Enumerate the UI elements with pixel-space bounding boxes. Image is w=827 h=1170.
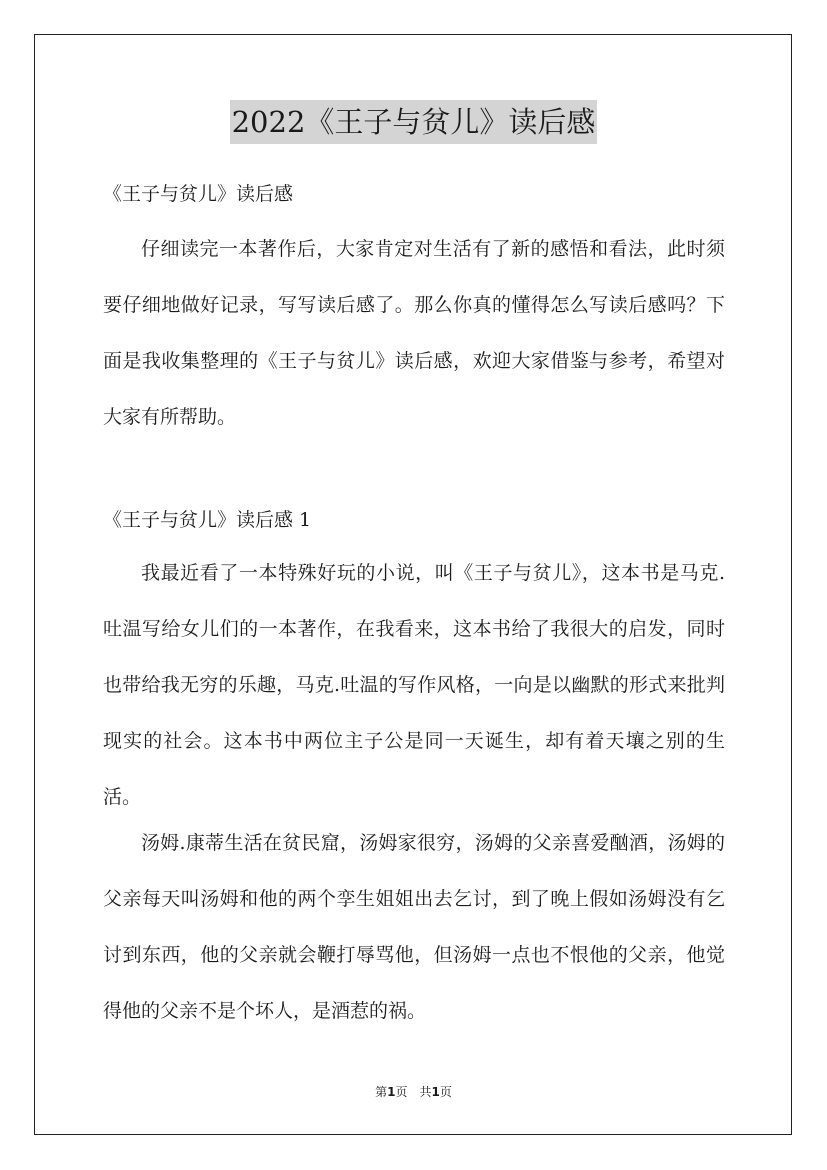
page-label-mid: 页 共 xyxy=(395,1085,432,1099)
document-subtitle: 《王子与贫儿》读后感 xyxy=(103,183,294,205)
page-current-number: 1 xyxy=(387,1085,396,1099)
page-total-number: 1 xyxy=(431,1085,440,1099)
page-footer xyxy=(0,1084,827,1100)
body-paragraph-1: 我最近看了一本特殊好玩的小说，叫《王子与贫儿》，这本书是马克.吐温写给女儿们的一本著作，在我看来，这本书给了我很大的启发，同时也带给我无穷的乐趣，马克.吐温的写作风格，一向是以幽默的形式来批判现实的社会。这本书中两位主子公是同一天诞生，却有着天壤之别的生活。 xyxy=(103,562,725,808)
section-heading: 《王子与贫儿》读后感 1 xyxy=(103,509,312,531)
page-label-suffix: 页 xyxy=(439,1085,452,1099)
document-title-text: 2022《王子与贫儿》读后感 xyxy=(230,100,598,144)
document-title xyxy=(0,100,827,144)
body-paragraph-2: 汤姆.康蒂生活在贫民窟，汤姆家很穷，汤姆的父亲喜爱酗酒，汤姆的父亲每天叫汤姆和他的两个孪生姐姐出去乞讨，到了晚上假如汤姆没有乞讨到东西，他的父亲就会鞭打辱骂他，但汤姆一点也不恨他的父亲，他觉得他的父亲不是个坏人，是酒惹的祸。 xyxy=(103,832,725,1022)
intro-paragraph: 仔细读完一本著作后，大家肯定对生活有了新的感悟和看法，此时须要仔细地做好记录，写写读后感了。那么你真的懂得怎么写读后感吗？下面是我收集整理的《王子与贫儿》读后感，欢迎大家借鉴与参考，希望对大家有所帮助。 xyxy=(103,238,725,428)
page-label-prefix: 第 xyxy=(375,1085,388,1099)
